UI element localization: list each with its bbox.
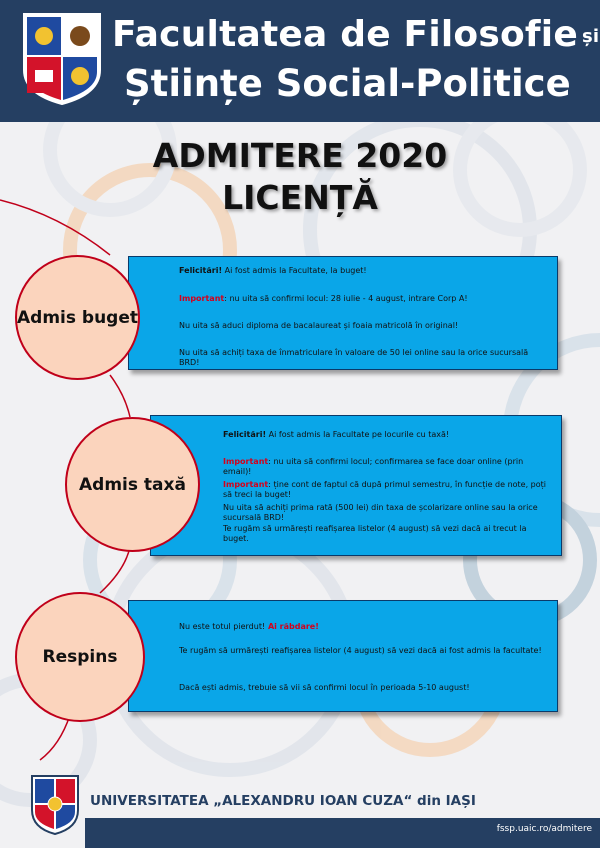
box-admis-taxa bbox=[150, 415, 562, 556]
faculty-title-line2: Științe Social-Politice bbox=[124, 62, 571, 105]
taxa-congrats: Felicitări! Ai fost admis la Facultate pe locurile cu taxă! bbox=[223, 430, 450, 439]
label-admis-taxa: Admis taxă bbox=[79, 474, 186, 495]
label-respins: Respins bbox=[42, 647, 118, 667]
taxa-important-budget: Important: ține cont de faptul că după primul semestru, în funcție de note, poți să treci la buget! bbox=[223, 480, 547, 499]
taxa-important-confirm: Important: nu uita să confirmi locul; confirmarea se face doar online (prin email)! bbox=[223, 457, 524, 476]
circle-admis-buget bbox=[15, 255, 140, 380]
faculty-title-line1: Facultatea de Filosofie și bbox=[112, 14, 600, 55]
buget-documents: Nu uita să aduci diploma de bacalaureat și foaia matricolă în original! bbox=[179, 321, 459, 330]
buget-fee: Nu uita să achiți taxa de înmatriculare în valoare de 50 lei online sau la orice sucursală BRD! bbox=[179, 348, 529, 367]
respins-confirm: Dacă ești admis, trebuie să vii să confirmi locul în perioada 5-10 august! bbox=[179, 683, 470, 692]
buget-important: Important: nu uita să confirmi locul: 28 iulie - 4 august, intrare Corp A! bbox=[179, 294, 468, 303]
label-admis-buget: Admis buget bbox=[17, 307, 139, 328]
circle-respins bbox=[15, 592, 145, 722]
taxa-relisting: Te rugăm să urmărești reafișarea listelor (4 august) să vezi dacă ai trecut la buget. bbox=[223, 524, 527, 543]
website-url[interactable]: fssp.uaic.ro/admitere bbox=[496, 824, 592, 834]
circle-admis-taxa bbox=[65, 417, 200, 552]
respins-relisting: Te rugăm să urmărești reafișarea listelor (4 august) să vezi dacă ai fost admis la facultate! bbox=[179, 646, 542, 655]
box-respins bbox=[128, 600, 558, 712]
university-name: UNIVERSITATEA „ALEXANDRU IOAN CUZA“ din IAȘI bbox=[90, 793, 476, 809]
university-crest-icon bbox=[30, 774, 80, 836]
box-admis-buget bbox=[128, 256, 558, 370]
buget-congrats: Felicitări! Ai fost admis la Facultate, la buget! bbox=[179, 266, 367, 275]
taxa-fee: Nu uita să achiți prima rată (500 lei) din taxa de școlarizare online sau la orice sucursală BRD! bbox=[223, 503, 538, 522]
headline-admitere: ADMITERE 2020 bbox=[152, 136, 448, 175]
headline-licenta: LICENȚĂ bbox=[222, 178, 378, 217]
respins-not-lost: Nu este totul pierdut! Ai răbdare! bbox=[179, 622, 319, 631]
